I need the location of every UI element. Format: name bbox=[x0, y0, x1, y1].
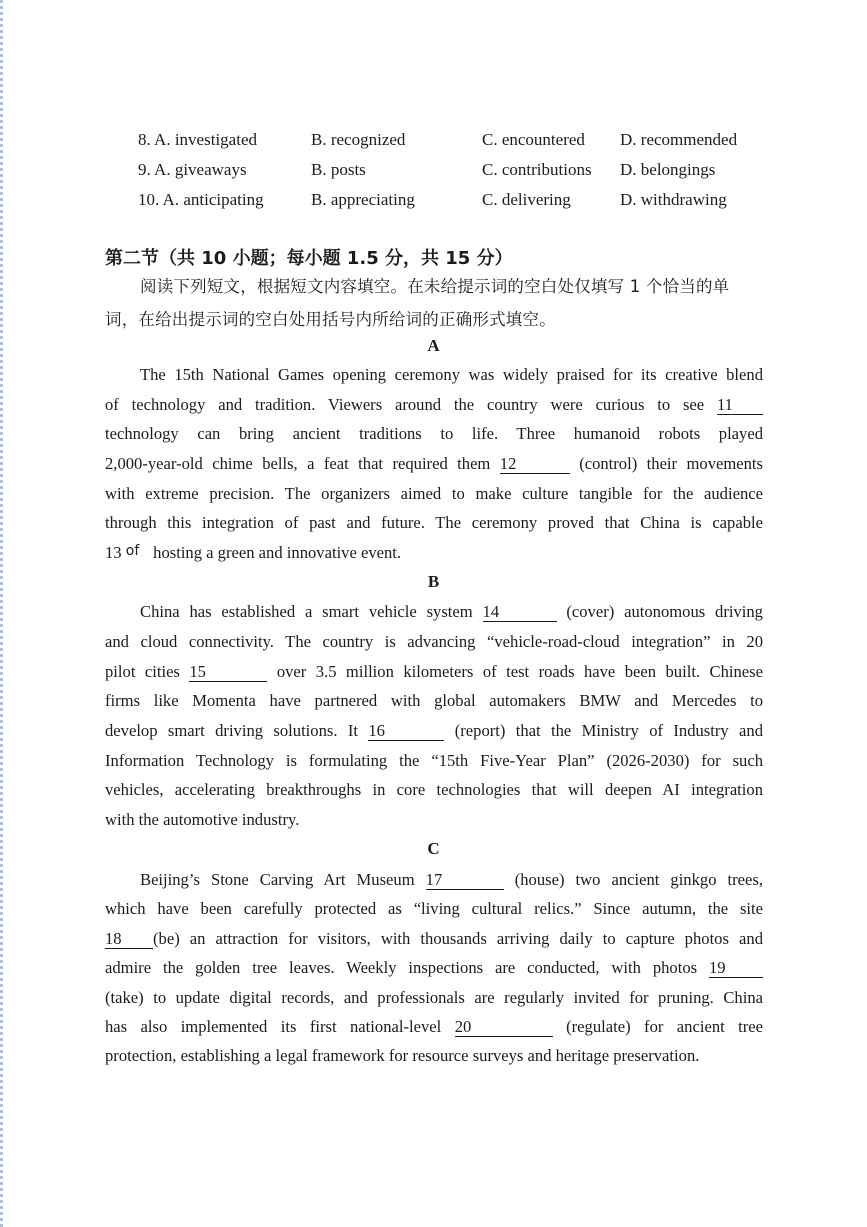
line-text: (regulate) for ancient tree bbox=[566, 1017, 763, 1036]
option-b: B. appreciating bbox=[311, 190, 415, 209]
line-text: pilot cities bbox=[105, 662, 180, 681]
option-d: D. belongings bbox=[620, 160, 716, 179]
option-d: D. withdrawing bbox=[620, 190, 727, 209]
option-d: D. recommended bbox=[620, 130, 738, 149]
passage-line bbox=[105, 957, 763, 979]
passage-line bbox=[105, 394, 763, 416]
passage-line: technology can bring ancient traditions to life. Three humanoid robots played bbox=[105, 424, 763, 443]
passage-line: Information Technology is formulating the “15th Five-Year Plan” (2026-2030) for such bbox=[105, 751, 763, 770]
line-text: 2,000-year-old chime bells, a feat that required them bbox=[105, 454, 491, 473]
passage-line: vehicles, accelerating breakthroughs in core technologies that will deepen AI integration bbox=[105, 780, 763, 799]
passage-line: The 15th National Games opening ceremony was widely praised for its creative blend bbox=[140, 365, 763, 384]
option-c: C. delivering bbox=[482, 190, 571, 209]
option-c: C. contributions bbox=[482, 160, 592, 179]
blank-11[interactable]: 11 bbox=[717, 395, 763, 415]
blank-number: 13 bbox=[105, 543, 122, 562]
passage-line: with extreme precision. The organizers aimed to make culture tangible for the audience bbox=[105, 484, 763, 503]
blank-15[interactable]: 15 bbox=[189, 662, 267, 682]
blank-19[interactable]: 19 bbox=[709, 958, 763, 978]
line-text: over 3.5 million kilometers of test roads have been built. Chinese bbox=[276, 662, 763, 681]
passage-b-label: B bbox=[427, 572, 440, 591]
option-b: B. posts bbox=[311, 160, 366, 179]
line-text: admire the golden tree leaves. Weekly inspections are conducted, with photos bbox=[105, 958, 698, 977]
passage-line bbox=[105, 453, 763, 475]
passage-line: which have been carefully protected as “living cultural relics.” Since autumn, the site bbox=[105, 899, 763, 918]
blank-13[interactable] bbox=[105, 543, 149, 564]
passage-line bbox=[105, 1016, 763, 1038]
option-a: 8. A. investigated bbox=[138, 130, 257, 149]
line-text: hosting a green and innovative event. bbox=[153, 543, 402, 562]
option-row-10 bbox=[0, 189, 867, 211]
blank-12[interactable]: 12 bbox=[500, 454, 570, 474]
line-text: (house) two ancient ginkgo trees, bbox=[514, 870, 763, 889]
passage-line bbox=[140, 601, 763, 623]
handwritten-answer: of bbox=[125, 543, 140, 559]
line-text: China has established a smart vehicle system bbox=[140, 602, 473, 621]
line-text: (report) that the Ministry of Industry and bbox=[454, 721, 763, 740]
blank-18[interactable]: 18 bbox=[105, 929, 153, 949]
option-row-9 bbox=[0, 159, 867, 181]
passage-line bbox=[105, 928, 763, 950]
line-text: Beijing’s Stone Carving Art Museum bbox=[140, 870, 415, 889]
option-a: 9. A. giveaways bbox=[138, 160, 247, 179]
passage-line: with the automotive industry. bbox=[105, 810, 300, 829]
passage-c-label: C bbox=[427, 839, 440, 858]
passage-a-label: A bbox=[427, 336, 440, 355]
instruction-line-2: 词，在给出提示词的空白处用括号内所给词的正确形式填空。 bbox=[105, 310, 556, 329]
line-text: of technology and tradition. Viewers around the country were curious to see bbox=[105, 395, 705, 414]
passage-line: firms like Momenta have partnered with global automakers BMW and Mercedes to bbox=[105, 691, 763, 710]
passage-line bbox=[105, 542, 763, 564]
passage-line bbox=[105, 720, 763, 742]
instruction-line-1: 阅读下列短文，根据短文内容填空。在未给提示词的空白处仅填写 1 个恰当的单 bbox=[140, 277, 730, 296]
scan-edge-marks bbox=[0, 0, 3, 1227]
option-b: B. recognized bbox=[311, 130, 406, 149]
passage-line: and cloud connectivity. The country is advancing “vehicle-road-cloud integration” in 20 bbox=[105, 632, 763, 651]
option-row-8 bbox=[0, 129, 867, 151]
blank-16[interactable]: 16 bbox=[368, 721, 444, 741]
line-text: (control) their movements bbox=[579, 454, 763, 473]
passage-line: through this integration of past and future. The ceremony proved that China is capable bbox=[105, 513, 763, 532]
blank-17[interactable]: 17 bbox=[426, 870, 504, 890]
section-heading: 第二节（共 10 小题；每小题 1.5 分，共 15 分） bbox=[105, 248, 513, 269]
passage-line bbox=[140, 869, 763, 891]
passage-line: (take) to update digital records, and professionals are regularly invited for pruning. China bbox=[105, 988, 763, 1007]
blank-20[interactable]: 20 bbox=[455, 1017, 553, 1037]
line-text: has also implemented its first national-level bbox=[105, 1017, 442, 1036]
option-c: C. encountered bbox=[482, 130, 585, 149]
line-text: (cover) autonomous driving bbox=[566, 602, 763, 621]
line-text: develop smart driving solutions. It bbox=[105, 721, 358, 740]
passage-line: protection, establishing a legal framework for resource surveys and heritage preservation. bbox=[105, 1046, 700, 1065]
passage-line bbox=[105, 661, 763, 683]
line-text: (be) an attraction for visitors, with thousands arriving daily to capture photos and bbox=[153, 929, 763, 948]
option-a: 10. A. anticipating bbox=[138, 190, 264, 209]
blank-14[interactable]: 14 bbox=[483, 602, 557, 622]
